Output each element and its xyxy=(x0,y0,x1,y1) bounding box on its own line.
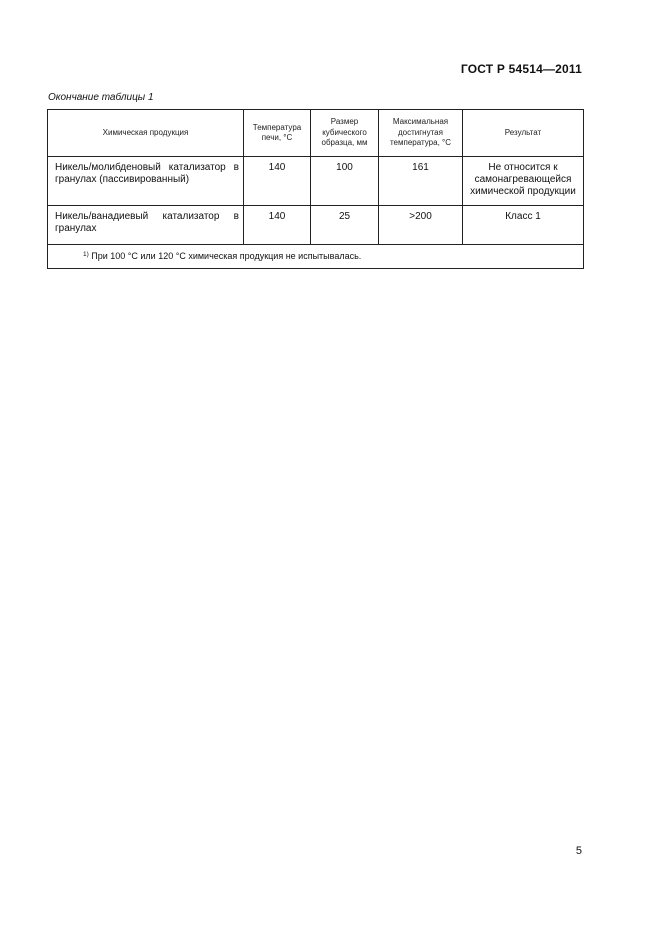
column-header-max-temperature: Максимальная достигнутая температура, °С xyxy=(379,110,463,157)
cell-oven-temperature: 140 xyxy=(244,206,311,245)
table-footnote xyxy=(48,245,584,269)
cell-product: Никель/молибденовый катализатор в гранулах (пассивированный) xyxy=(48,157,244,206)
cell-product: Никель/ванадиевый катализатор в гранулах xyxy=(48,206,244,245)
cell-cube-size: 25 xyxy=(311,206,379,245)
table-row xyxy=(48,157,584,206)
footnote-marker: 1) xyxy=(83,251,89,258)
cell-cube-size: 100 xyxy=(311,157,379,206)
table-footnote-row xyxy=(48,245,584,269)
footnote-text: При 100 °С или 120 °С химическая продукция не испытывалась. xyxy=(88,251,362,261)
column-header-cube-size: Размер кубического образца, мм xyxy=(311,110,379,157)
column-header-oven-temperature: Температура печи, °С xyxy=(244,110,311,157)
cell-oven-temperature: 140 xyxy=(244,157,311,206)
table-caption: Окончание таблицы 1 xyxy=(48,92,154,103)
cell-max-temperature: 161 xyxy=(379,157,463,206)
page-number: 5 xyxy=(575,845,582,857)
results-table xyxy=(47,109,584,269)
column-header-result: Результат xyxy=(463,110,584,157)
table-header-row xyxy=(48,110,584,157)
column-header-product: Химическая продукция xyxy=(48,110,244,157)
cell-max-temperature: >200 xyxy=(379,206,463,245)
table-row xyxy=(48,206,584,245)
cell-result: Не относится к самонагревающейся химической продукции xyxy=(463,157,584,206)
document-code: ГОСТ Р 54514—2011 xyxy=(460,62,582,76)
cell-result: Класс 1 xyxy=(463,206,584,245)
